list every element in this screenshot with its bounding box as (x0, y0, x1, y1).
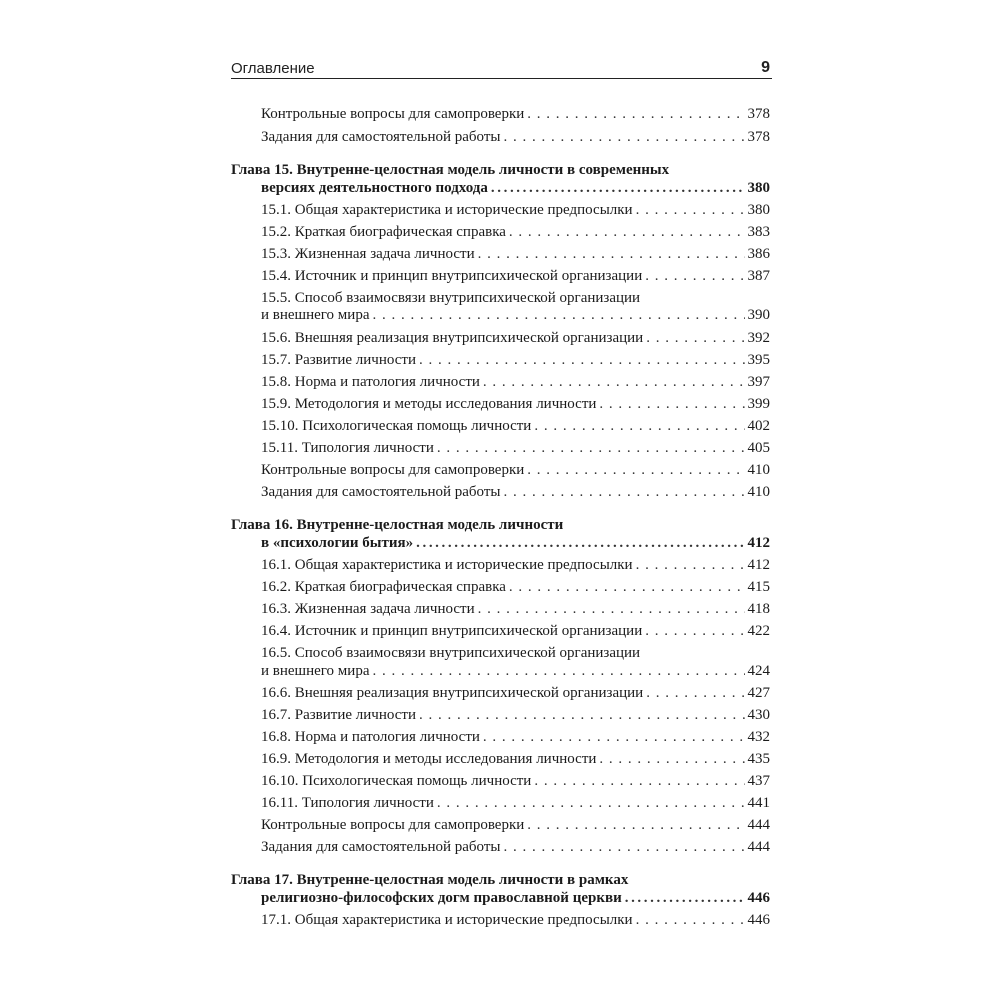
toc-entry[interactable] (261, 792, 770, 814)
toc-entry-label: Контрольные вопросы для самопроверки (261, 462, 525, 478)
running-header (231, 56, 772, 79)
toc-entry-page: 444 (747, 839, 770, 855)
toc-entry-label: 15.9. Методология и методы исследования личности (261, 396, 597, 412)
toc-entry-label: 15.4. Источник и принцип внутрипсихической организации (261, 268, 643, 284)
chapter-heading-label: в «психологии бытия» (261, 535, 414, 551)
toc-entry-page: 397 (747, 374, 770, 390)
toc-leader (534, 415, 744, 437)
toc-entry-page: 399 (747, 396, 770, 412)
toc-entry[interactable] (261, 682, 770, 704)
toc-entry-multiline[interactable]: 15.5. Способ взаимосвязи внутрипсихической организации (261, 290, 641, 306)
toc-leader (478, 243, 745, 265)
toc-entry[interactable] (261, 304, 770, 326)
toc-leader (504, 126, 745, 148)
toc-leader (534, 770, 744, 792)
toc-leader (419, 704, 745, 726)
toc-entry[interactable] (261, 481, 770, 503)
chapter-16-heading[interactable]: Глава 16. Внутренне-целостная модель личности (231, 517, 564, 533)
chapter-16-heading-cont[interactable] (261, 532, 770, 554)
toc-entry-label: и внешнего мира (261, 663, 370, 679)
toc-entry-label: 15.1. Общая характеристика и исторические предпосылки (261, 202, 633, 218)
toc-leader (483, 726, 745, 748)
toc-entry-page: 435 (747, 751, 770, 767)
toc-entry[interactable] (261, 660, 770, 682)
toc-leader (373, 660, 745, 682)
toc-leader (599, 393, 744, 415)
toc-entry[interactable] (261, 770, 770, 792)
header-page-number: 9 (761, 59, 770, 76)
toc-entry[interactable] (261, 415, 770, 437)
toc-entry-page: 430 (747, 707, 770, 723)
chapter-15-heading[interactable]: Глава 15. Внутренне-целостная модель личности в современных (231, 162, 670, 178)
toc-entry[interactable] (261, 620, 770, 642)
toc-entry[interactable] (261, 437, 770, 459)
chapter-15-heading-cont[interactable] (261, 177, 770, 199)
toc-leader (645, 265, 744, 287)
toc-entry[interactable] (261, 836, 770, 858)
toc-entry[interactable] (261, 265, 770, 287)
toc-entry[interactable] (261, 103, 770, 125)
toc-entry-label: 15.6. Внешняя реализация внутрипсихической организации (261, 330, 644, 346)
toc-entry-page: 383 (747, 224, 770, 240)
toc-leader (636, 199, 745, 221)
chapter-heading-label: версиях деятельностного подхода (261, 180, 488, 196)
toc-entry-label: 17.1. Общая характеристика и исторические предпосылки (261, 912, 633, 928)
toc-entry[interactable] (261, 704, 770, 726)
toc-leader (636, 909, 745, 931)
toc-entry[interactable] (261, 814, 770, 836)
chapter-17-heading-cont[interactable] (261, 887, 770, 909)
toc-entry-page: 390 (747, 307, 770, 323)
toc-entry-page: 395 (747, 352, 770, 368)
toc-entry-page: 405 (747, 440, 770, 456)
toc-entry-page: 410 (747, 462, 770, 478)
toc-leader (478, 598, 745, 620)
toc-leader (625, 887, 745, 909)
toc-leader (373, 304, 745, 326)
toc-entry-label: 16.1. Общая характеристика и исторические предпосылки (261, 557, 633, 573)
toc-leader (509, 221, 745, 243)
toc-entry-label: 16.2. Краткая биографическая справка (261, 579, 506, 595)
toc-entry[interactable] (261, 221, 770, 243)
toc-entry-label: 15.2. Краткая биографическая справка (261, 224, 506, 240)
toc-entry-page: 380 (747, 202, 770, 218)
toc-entry-page: 386 (747, 246, 770, 262)
toc-entry[interactable] (261, 393, 770, 415)
toc-entry-label: Задания для самостоятельной работы (261, 129, 501, 145)
toc-entry[interactable] (261, 726, 770, 748)
chapter-page: 446 (747, 890, 770, 906)
toc-leader (646, 327, 744, 349)
toc-entry[interactable] (261, 199, 770, 221)
toc-leader (483, 371, 745, 393)
toc-leader (645, 620, 744, 642)
toc-entry-label: 15.10. Психологическая помощь личности (261, 418, 532, 434)
toc-entry-label: Задания для самостоятельной работы (261, 839, 501, 855)
toc-entry-label: 16.9. Методология и методы исследования личности (261, 751, 597, 767)
toc-entry-page: 441 (747, 795, 770, 811)
toc-entry-page: 412 (747, 557, 770, 573)
toc-leader (504, 481, 745, 503)
toc-leader (527, 103, 744, 125)
toc-leader (416, 532, 744, 554)
toc-entry-page: 410 (747, 484, 770, 500)
toc-entry-label: 16.8. Норма и патология личности (261, 729, 480, 745)
toc-entry-label: 16.4. Источник и принцип внутрипсихической организации (261, 623, 643, 639)
toc-entry-label: Контрольные вопросы для самопроверки (261, 817, 525, 833)
toc-entry[interactable] (261, 554, 770, 576)
chapter-17-heading[interactable]: Глава 17. Внутренне-целостная модель личности в рамках (231, 872, 629, 888)
toc-entry[interactable] (261, 349, 770, 371)
toc-entry-page: 444 (747, 817, 770, 833)
toc-entry[interactable] (261, 748, 770, 770)
toc-leader (509, 576, 745, 598)
toc-entry-label: 15.7. Развитие личности (261, 352, 416, 368)
toc-entry-page: 402 (747, 418, 770, 434)
toc-entry-label: 15.3. Жизненная задача личности (261, 246, 475, 262)
toc-entry-label: 16.10. Психологическая помощь личности (261, 773, 532, 789)
toc-leader (646, 682, 744, 704)
toc-leader (636, 554, 745, 576)
toc-entry-multiline[interactable]: 16.5. Способ взаимосвязи внутрипсихической организации (261, 645, 641, 661)
toc-entry-page: 415 (747, 579, 770, 595)
toc-entry-label: 15.11. Типология личности (261, 440, 434, 456)
toc-leader (504, 836, 745, 858)
toc-entry[interactable] (261, 243, 770, 265)
chapter-page: 412 (747, 535, 770, 551)
toc-entry-label: Контрольные вопросы для самопроверки (261, 106, 525, 122)
toc-entry[interactable] (261, 598, 770, 620)
chapter-heading-label: религиозно-философских догм православной церкви (261, 890, 622, 906)
toc-entry-label: 16.7. Развитие личности (261, 707, 416, 723)
toc-entry-page: 418 (747, 601, 770, 617)
toc-leader (491, 177, 745, 199)
toc-entry[interactable] (261, 126, 770, 148)
toc-entry-page: 392 (747, 330, 770, 346)
toc-entry[interactable] (261, 459, 770, 481)
toc-entry-page: 424 (747, 663, 770, 679)
toc-leader (599, 748, 744, 770)
toc-leader (527, 459, 744, 481)
toc-entry-label: и внешнего мира (261, 307, 370, 323)
toc-entry-page: 446 (747, 912, 770, 928)
toc-leader (437, 792, 745, 814)
header-title: Оглавление (231, 60, 315, 77)
toc-entry-label: 15.8. Норма и патология личности (261, 374, 480, 390)
toc-leader (419, 349, 745, 371)
toc-entry-label: 16.3. Жизненная задача личности (261, 601, 475, 617)
toc-entry[interactable] (261, 371, 770, 393)
toc-leader (437, 437, 745, 459)
toc-entry-page: 432 (747, 729, 770, 745)
toc-entry-label: Задания для самостоятельной работы (261, 484, 501, 500)
toc-entry-label: 16.6. Внешняя реализация внутрипсихической организации (261, 685, 644, 701)
toc-entry[interactable] (261, 576, 770, 598)
toc-entry-page: 378 (747, 129, 770, 145)
toc-entry-page: 387 (747, 268, 770, 284)
toc-entry-page: 378 (747, 106, 770, 122)
toc-entry-page: 427 (747, 685, 770, 701)
toc-entry-label: 16.11. Типология личности (261, 795, 434, 811)
toc-entry-page: 422 (747, 623, 770, 639)
toc-entry[interactable] (261, 327, 770, 349)
book-page (231, 0, 772, 1000)
toc-entry-page: 437 (747, 773, 770, 789)
toc-entry[interactable] (261, 909, 770, 931)
toc-leader (527, 814, 744, 836)
chapter-page: 380 (747, 180, 770, 196)
